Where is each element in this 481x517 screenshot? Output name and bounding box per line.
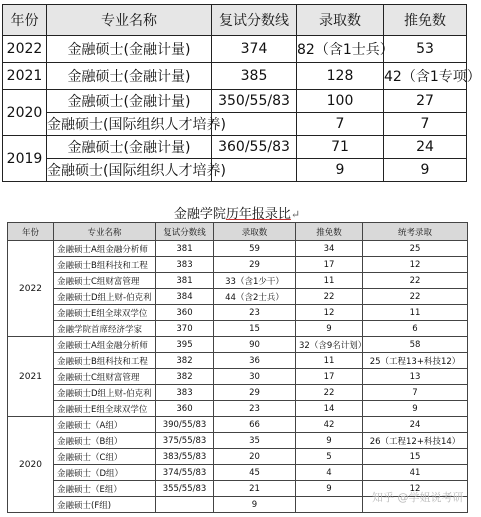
recommended-cell: 11 xyxy=(296,353,363,369)
table-row xyxy=(8,401,468,417)
score-line-cell: 383/55/83 xyxy=(156,449,214,465)
major-cell: 金融硕士（A组） xyxy=(54,417,156,433)
admitted-cell: 29 xyxy=(214,385,296,401)
score-line-cell: 383 xyxy=(156,385,214,401)
major-cell: 金融硕士A组金融分析师 xyxy=(54,241,156,257)
exam-admitted-cell: 13 xyxy=(363,369,468,385)
recommended-cell: 11 xyxy=(296,273,363,289)
table-row xyxy=(3,136,467,159)
exam-admitted-cell: 25（工程13+科技12） xyxy=(363,353,468,369)
admitted-cell: 82（含1士兵） xyxy=(297,36,384,63)
table-row xyxy=(8,273,468,289)
recommended-cell: 27 xyxy=(384,90,467,113)
score-line-cell: 374/55/83 xyxy=(156,465,214,481)
table-row xyxy=(3,36,467,63)
major-cell: 金融硕士A组金融分析师 xyxy=(54,337,156,353)
year-cell: 2022 xyxy=(3,36,47,63)
major-cell: 金融硕士D组上财-伯克利 xyxy=(54,289,156,305)
bottom-table-body xyxy=(8,241,468,513)
admitted-cell: 7 xyxy=(297,113,384,136)
table-row xyxy=(8,433,468,449)
major-cell: 金融硕士B组科技和工程 xyxy=(54,353,156,369)
caption-underlined: 历年报录比 xyxy=(225,207,291,222)
score-line-cell: 360 xyxy=(156,401,214,417)
recommended-cell: 32（含9名计划） xyxy=(296,337,363,353)
exam-admitted-cell: 15 xyxy=(363,449,468,465)
caption-prefix: 金融学院 xyxy=(173,207,226,222)
exam-admitted-cell: 24 xyxy=(363,417,468,433)
major-cell: 金融硕士（E组） xyxy=(54,481,156,497)
year-cell: 2022 xyxy=(8,241,54,337)
major-cell: 金融硕士E组全球双学位 xyxy=(54,305,156,321)
table-row xyxy=(8,417,468,433)
admitted-cell: 90 xyxy=(214,337,296,353)
table-row xyxy=(3,113,467,136)
admitted-cell: 35 xyxy=(214,433,296,449)
score-line-cell: 381 xyxy=(156,273,214,289)
score-line-cell: 350/55/83 xyxy=(212,90,297,113)
recommended-cell: 9 xyxy=(296,433,363,449)
recommended-cell: 5 xyxy=(296,449,363,465)
admitted-cell: 23 xyxy=(214,305,296,321)
table-row xyxy=(3,90,467,113)
header-score-line: 复试分数线 xyxy=(212,5,297,36)
admitted-cell: 128 xyxy=(297,63,384,90)
score-line-cell: 370 xyxy=(156,321,214,337)
admitted-cell: 20 xyxy=(214,449,296,465)
major-cell: 金融硕士D组上财-伯克利 xyxy=(54,385,156,401)
year-cell: 2020 xyxy=(3,90,47,136)
exam-admitted-cell: 12 xyxy=(363,481,468,497)
table-row xyxy=(8,337,468,353)
major-cell: 金融硕士(国际组织人才培养) xyxy=(47,113,212,136)
major-cell: 金融硕士（C组） xyxy=(54,449,156,465)
score-line-cell: 382 xyxy=(156,353,214,369)
header-major: 专业名称 xyxy=(47,5,212,36)
header-recommended: 推免数 xyxy=(384,5,467,36)
score-line-cell: 390/55/83 xyxy=(156,417,214,433)
admitted-cell: 36 xyxy=(214,353,296,369)
table-row xyxy=(8,353,468,369)
recommended-cell: 24 xyxy=(384,136,467,159)
exam-admitted-cell: 22 xyxy=(363,289,468,305)
admitted-cell: 9 xyxy=(214,497,296,513)
score-line-cell: 395 xyxy=(156,337,214,353)
score-line-cell: 383 xyxy=(156,257,214,273)
exam-admitted-cell: 11 xyxy=(363,305,468,321)
table-caption xyxy=(0,203,474,222)
major-cell: 金融硕士（D组） xyxy=(54,465,156,481)
admitted-cell: 100 xyxy=(297,90,384,113)
year-cell: 2021 xyxy=(8,337,54,417)
admitted-cell: 30 xyxy=(214,369,296,385)
score-line-cell: 384 xyxy=(156,289,214,305)
table-row xyxy=(3,63,467,90)
major-cell: 金融硕士(F组) xyxy=(54,497,156,513)
top-table-header xyxy=(3,5,467,36)
recommended-cell: 42（含1专项） xyxy=(384,63,467,90)
admitted-cell: 29 xyxy=(214,257,296,273)
exam-admitted-cell: 6 xyxy=(363,321,468,337)
table-row xyxy=(8,241,468,257)
table-row xyxy=(8,449,468,465)
major-cell: 金融硕士(金融计量) xyxy=(47,136,212,159)
recommended-cell: 53 xyxy=(384,36,467,63)
table-row xyxy=(8,321,468,337)
exam-admitted-cell: 26（工程12+科技14） xyxy=(363,433,468,449)
score-line-cell: 375/55/83 xyxy=(156,433,214,449)
recommended-cell: 34 xyxy=(296,241,363,257)
admitted-cell: 66 xyxy=(214,417,296,433)
watermark: 知乎 @学姐说考研 xyxy=(372,491,464,504)
score-line-cell: 374 xyxy=(212,36,297,63)
header-admitted: 录取数 xyxy=(297,5,384,36)
exam-admitted-cell: 7 xyxy=(363,385,468,401)
major-cell: 金融硕士(国际组织人才培养) xyxy=(47,159,212,182)
recommended-cell: 9 xyxy=(296,481,363,497)
admitted-cell: 44（含2士兵） xyxy=(214,289,296,305)
bottom-admission-table xyxy=(7,222,468,513)
table-row xyxy=(8,289,468,305)
recommended-cell: 14 xyxy=(296,401,363,417)
recommended-cell: 4 xyxy=(296,465,363,481)
admitted-cell: 23 xyxy=(214,401,296,417)
header-score-line: 复试分数线 xyxy=(156,223,214,241)
major-cell: 金融硕士C组财富管理 xyxy=(54,273,156,289)
table-row xyxy=(8,465,468,481)
header-major: 专业名称 xyxy=(54,223,156,241)
score-line-cell: 382 xyxy=(156,369,214,385)
bottom-table-header xyxy=(8,223,468,241)
exam-admitted-cell: 25 xyxy=(363,241,468,257)
recommended-cell xyxy=(296,497,363,513)
score-line-cell xyxy=(156,497,214,513)
header-exam-admitted: 统考录取 xyxy=(363,223,468,241)
recommended-cell: 7 xyxy=(384,113,467,136)
recommended-cell: 17 xyxy=(296,369,363,385)
year-cell: 2021 xyxy=(3,63,47,90)
exam-admitted-cell: 12 xyxy=(363,257,468,273)
major-cell: 金融硕士(金融计量) xyxy=(47,36,212,63)
major-cell: 金融硕士(金融计量) xyxy=(47,63,212,90)
recommended-cell: 17 xyxy=(296,257,363,273)
admitted-cell: 59 xyxy=(214,241,296,257)
major-cell: 金融硕士E组全球双学位 xyxy=(54,401,156,417)
score-line-cell: 355/55/83 xyxy=(156,481,214,497)
header-year: 年份 xyxy=(3,5,47,36)
exam-admitted-cell: 58 xyxy=(363,337,468,353)
exam-admitted-cell: 41 xyxy=(363,465,468,481)
score-line-cell: 381 xyxy=(156,241,214,257)
top-admission-table xyxy=(2,4,481,182)
admitted-cell: 71 xyxy=(297,136,384,159)
major-cell: 金融硕士(金融计量) xyxy=(47,90,212,113)
admitted-cell: 21 xyxy=(214,481,296,497)
exam-admitted-cell: 9 xyxy=(363,401,468,417)
table-row xyxy=(8,257,468,273)
major-cell: 金融硕士B组科技和工程 xyxy=(54,257,156,273)
major-cell: 金融硕士C组财富管理 xyxy=(54,369,156,385)
table-row xyxy=(8,369,468,385)
recommended-cell: 12 xyxy=(296,305,363,321)
table-row xyxy=(8,305,468,321)
year-cell: 2019 xyxy=(3,136,47,182)
header-admitted: 录取数 xyxy=(214,223,296,241)
admitted-cell: 33（含1少干） xyxy=(214,273,296,289)
recommended-cell: 9 xyxy=(296,321,363,337)
major-cell: 金融硕士（B组） xyxy=(54,433,156,449)
table-row xyxy=(8,385,468,401)
recommended-cell: 9 xyxy=(384,159,467,182)
recommended-cell: 22 xyxy=(296,289,363,305)
caption-return-mark: ↵ xyxy=(290,208,301,221)
header-recommended: 推免数 xyxy=(296,223,363,241)
admitted-cell: 45 xyxy=(214,465,296,481)
table-row xyxy=(3,159,467,182)
score-line-cell: 360/55/83 xyxy=(212,136,297,159)
admitted-cell: 15 xyxy=(214,321,296,337)
exam-admitted-cell: 22 xyxy=(363,273,468,289)
recommended-cell: 42 xyxy=(296,417,363,433)
recommended-cell: 22 xyxy=(296,385,363,401)
major-cell: 金融学院首席经济学家 xyxy=(54,321,156,337)
score-line-cell: 385 xyxy=(212,63,297,90)
year-cell: 2020 xyxy=(8,417,54,513)
admitted-cell: 9 xyxy=(297,159,384,182)
header-year: 年份 xyxy=(8,223,54,241)
score-line-cell: 360 xyxy=(156,305,214,321)
